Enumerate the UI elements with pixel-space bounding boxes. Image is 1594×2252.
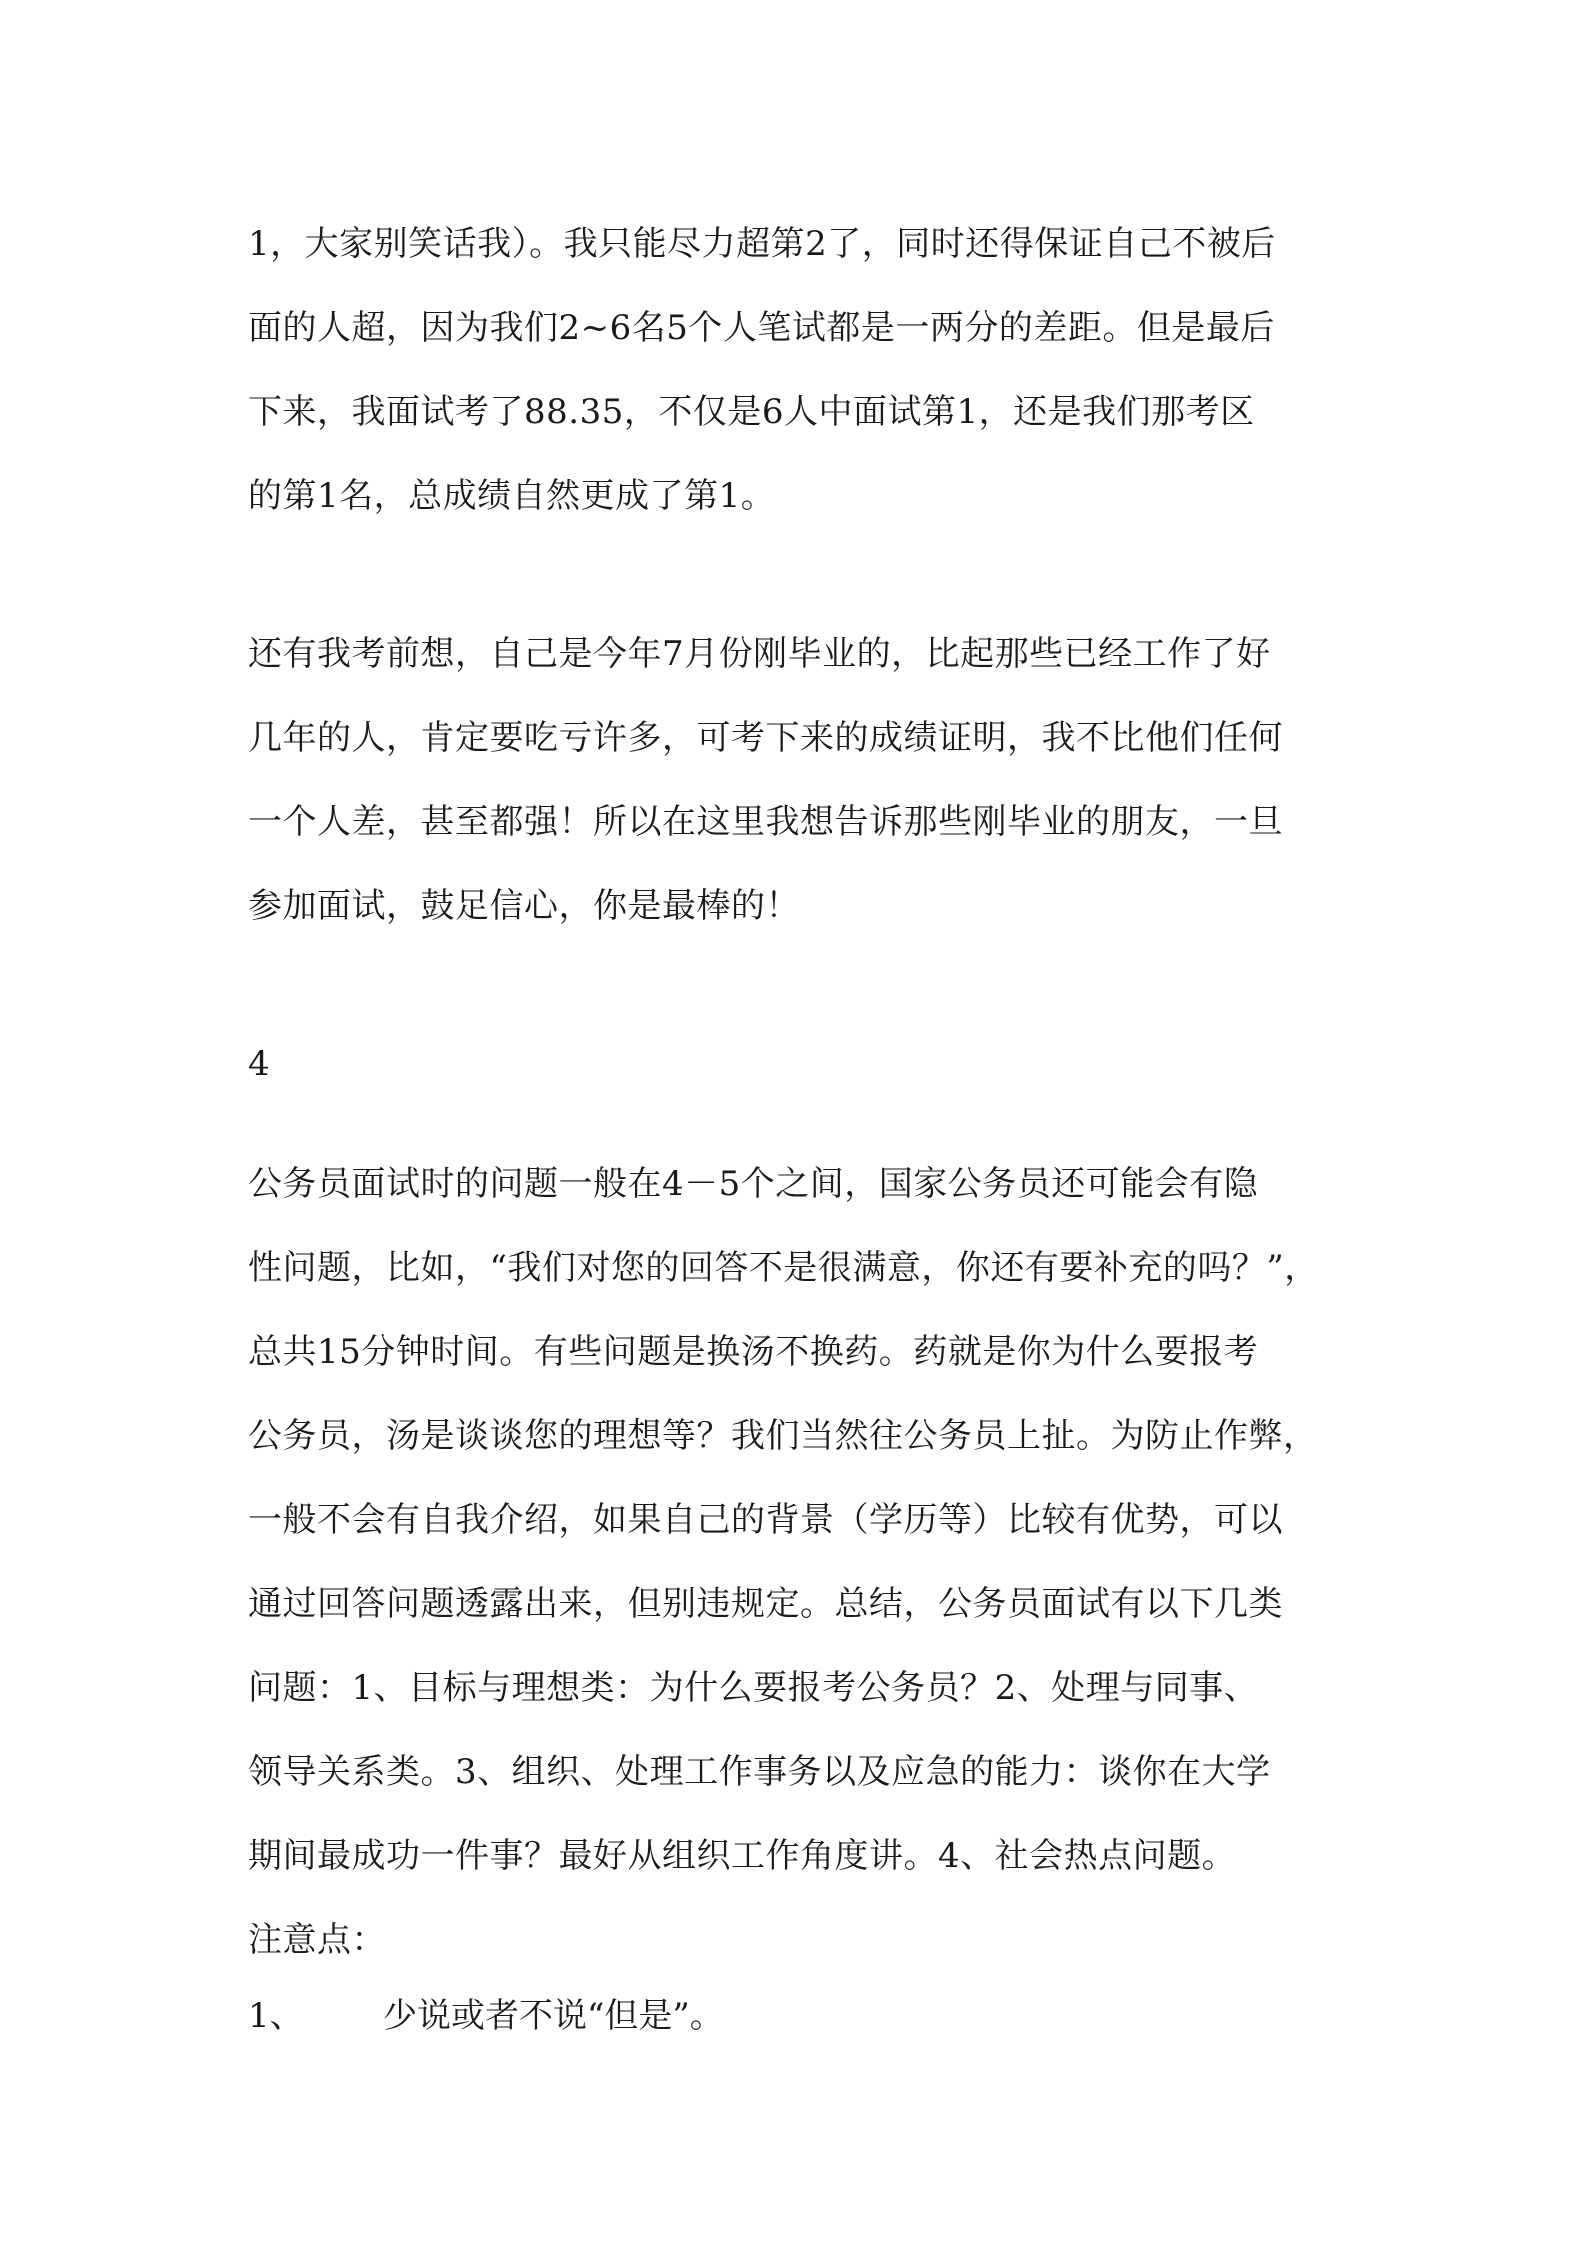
text-line: 面的人超，因为我们2~6名5个人笔试都是一两分的差距。但是最后 [248, 308, 1275, 348]
text-line: 还有我考前想，自己是今年7月份刚毕业的，比起那些已经工作了好 [248, 634, 1271, 674]
section-number [248, 1022, 1358, 1106]
text-line: 公务员面试时的问题一般在4－5个之间，国家公务员还可能会有隐 [248, 1164, 1259, 1204]
text-line: 一般不会有自我介绍，如果自己的背景（学历等）比较有优势，可以 [248, 1500, 1283, 1540]
text-line: 几年的人，肯定要吃亏许多，可考下来的成绩证明，我不比他们任何 [248, 718, 1283, 758]
paragraph-results [248, 202, 1358, 538]
text-line: 参加面试，鼓足信心，你是最棒的！ [248, 886, 800, 926]
list-item [248, 1974, 1358, 2058]
paragraph-interview-questions [248, 1142, 1358, 1982]
text-line: 的第1名，总成绩自然更成了第1。 [248, 476, 776, 516]
list-item-number: 1、 [248, 1996, 304, 2036]
text-line: 期间最成功一件事？最好从组织工作角度讲。4、社会热点问题。 [248, 1836, 1237, 1876]
text-line: 问题：1、目标与理想类：为什么要报考公务员？2、处理与同事、 [248, 1668, 1259, 1708]
paragraph-confidence [248, 612, 1358, 948]
text-line: 注意点： [248, 1920, 386, 1960]
text-line: 性问题，比如，“我们对您的回答不是很满意，你还有要补充的吗？”， [248, 1248, 1319, 1288]
text-line: 总共15分钟时间。有些问题是换汤不换药。药就是你为什么要报考 [248, 1332, 1259, 1372]
text-line: 公务员，汤是谈谈您的理想等？我们当然往公务员上扯。为防止作弊， [248, 1416, 1318, 1456]
text-line: 1，大家别笑话我）。我只能尽力超第2了，同时还得保证自己不被后 [248, 224, 1276, 264]
list-item-text: 少说或者不说“但是”。 [383, 1996, 724, 2036]
text-line: 一个人差，甚至都强！所以在这里我想告诉那些刚毕业的朋友，一旦 [248, 802, 1283, 842]
text-line: 领导关系类。3、组织、处理工作事务以及应急的能力：谈你在大学 [248, 1752, 1271, 1792]
section-heading: 4 [248, 1044, 271, 1084]
text-line: 通过回答问题透露出来，但别违规定。总结，公务员面试有以下几类 [248, 1584, 1283, 1624]
text-line: 下来，我面试考了88.35，不仅是6人中面试第1，还是我们那考区 [248, 392, 1255, 432]
